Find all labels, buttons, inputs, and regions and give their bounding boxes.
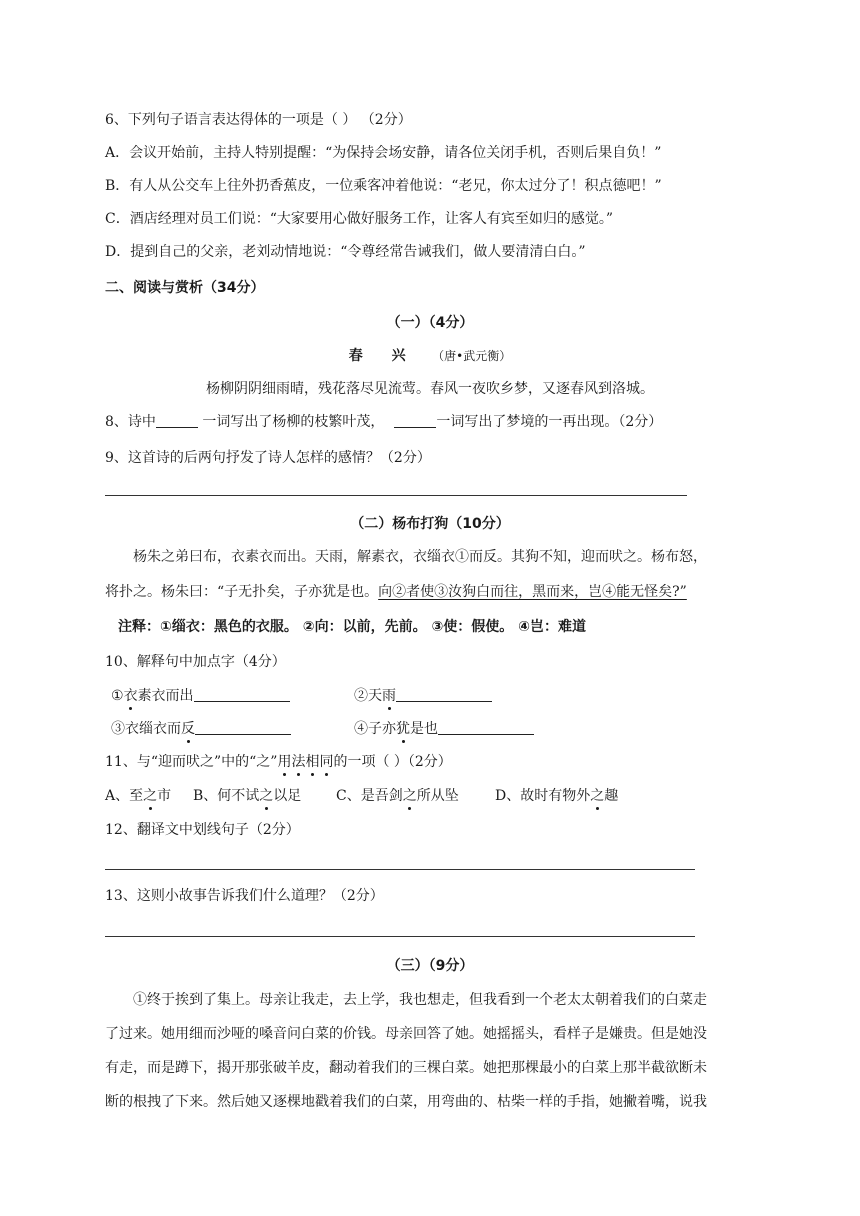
q11-option-b: B、何不试之以足 (193, 788, 302, 804)
passage3-line-3: 有走，而是蹲下，揭开那张破羊皮，翻动着我们的三棵白菜。她把那棵最小的白菜上那半截欲断未 (105, 1060, 707, 1076)
poem-author: （唐•武元衡） (432, 349, 512, 363)
part2-heading: （二）杨布打狗（10分） (350, 516, 510, 532)
q8 (105, 412, 662, 432)
q6-option-a: A．会议开始前，主持人特别提醒：“为保持会场安静，请各位关闭手机，否则后果自负！” (105, 145, 662, 161)
dotted-char: 同 (319, 754, 334, 770)
q8-text-b: 一词写出了杨柳的枝繁叶茂， (197, 414, 385, 430)
dotted-char: 之 (143, 788, 158, 804)
q8-text-a: 8、诗中 (105, 414, 156, 430)
notes: 注释：①缁衣：黑色的衣服。 ②向：以前，先前。 ③使：假使。 ④岂：难道 (118, 619, 587, 635)
q11: 11、与“迎而吠之”中的“之”用法相同的一项（ ）（2分） (105, 754, 452, 770)
q11-option-d: D、故时有物外之趣 (495, 788, 619, 804)
dotted-char: 衣 (123, 688, 138, 704)
q8-text-c: 一词写出了梦境的一再出现。（2分） (436, 414, 663, 430)
q8-blank-2[interactable] (394, 413, 436, 428)
q10-blank-4[interactable] (438, 720, 534, 735)
part1-heading: （一）（4分） (386, 315, 474, 331)
q13: 13、这则小故事告诉我们什么道理？（2分） (105, 888, 384, 904)
poem-title-line (0, 346, 860, 366)
q10-item-4: ④子亦犹是也 (354, 719, 534, 739)
passage-line-1: 杨朱之弟曰布，衣素衣而出。天雨，解素衣，衣缁衣①而反。其狗不知，迎而吠之。杨布怒， (133, 549, 707, 565)
dotted-char: 法 (291, 754, 306, 770)
q12: 12、翻译文中划线句子（2分） (105, 822, 300, 838)
part3-heading: （三）（9分） (386, 958, 474, 974)
q11-option-c: C、是吾剑之所从坠 (336, 788, 459, 804)
q10-blank-2[interactable] (396, 687, 492, 702)
passage-underlined-sentence: 向②者使③汝狗白而往，黑而来，岂④能无怪矣?” (378, 584, 687, 600)
dotted-char: 用 (277, 754, 292, 770)
q11-option-a: A、至之市 (105, 788, 172, 804)
section-heading: 二、阅读与赏析（34分） (105, 280, 265, 296)
passage3-line-2: 了过来。她用细而沙哑的嗓音问白菜的价钱。母亲回答了她。她摇摇头，看样子是嫌贵。但是她没 (105, 1026, 707, 1042)
passage3-line-4: 断的根拽了下来。然后她又逐棵地戳着我们的白菜，用弯曲的、枯柴一样的手指，她撇着嘴，说我 (105, 1094, 707, 1110)
dotted-char: 之 (259, 788, 274, 804)
dotted-char: 雨 (382, 688, 396, 704)
q8-blank-1[interactable] (156, 413, 198, 428)
dotted-char: 犹 (396, 721, 410, 737)
passage-line-2-plain: 将扑之。杨朱曰：“子无扑矣，子亦犹是也。 (105, 584, 379, 600)
q13-answer-line[interactable] (105, 936, 695, 937)
passage-line-2 (105, 582, 687, 602)
q10-blank-1[interactable] (194, 687, 290, 702)
poem-text: 杨柳阴阴细雨晴，残花落尽见流莺。春风一夜吹乡梦，又逐春风到洛城。 (206, 381, 654, 397)
q10-item-1: ①衣素衣而出 (111, 686, 290, 706)
q6-option-d: D．提到自己的父亲，老刘动情地说：“令尊经常告诫我们，做人要清清白白。” (105, 244, 586, 260)
dotted-char: 之 (590, 788, 605, 804)
dotted-char: 之 (402, 788, 417, 804)
q10-blank-3[interactable] (195, 720, 291, 735)
dotted-char: 反 (181, 721, 195, 737)
q9: 9、这首诗的后两句抒发了诗人怎样的感情？（2分） (105, 450, 431, 466)
q6-option-c: C．酒店经理对员工们说：“大家要用心做好服务工作，让客人有宾至如归的感觉。” (105, 211, 614, 227)
q12-answer-line[interactable] (105, 869, 695, 870)
poem-title: 春 兴 (348, 348, 418, 364)
q10-item-2: ②天雨 (354, 686, 492, 706)
q6-option-b: B．有人从公交车上往外扔香蕉皮，一位乘客冲着他说：“老兄，你太过分了！积点德吧！” (105, 178, 662, 194)
dotted-char: 相 (305, 754, 320, 770)
q6-stem: 6、下列句子语言表达得体的一项是（ ） （2分） (105, 112, 412, 128)
q9-answer-line[interactable] (105, 495, 687, 496)
q10: 10、解释句中加点字（4分） (105, 654, 286, 670)
passage3-line-1: ①终于挨到了集上。母亲让我走，去上学，我也想走，但我看到一个老太太朝着我们的白菜走 (133, 992, 707, 1008)
q10-item-3: ③衣缁衣而反 (111, 719, 291, 739)
